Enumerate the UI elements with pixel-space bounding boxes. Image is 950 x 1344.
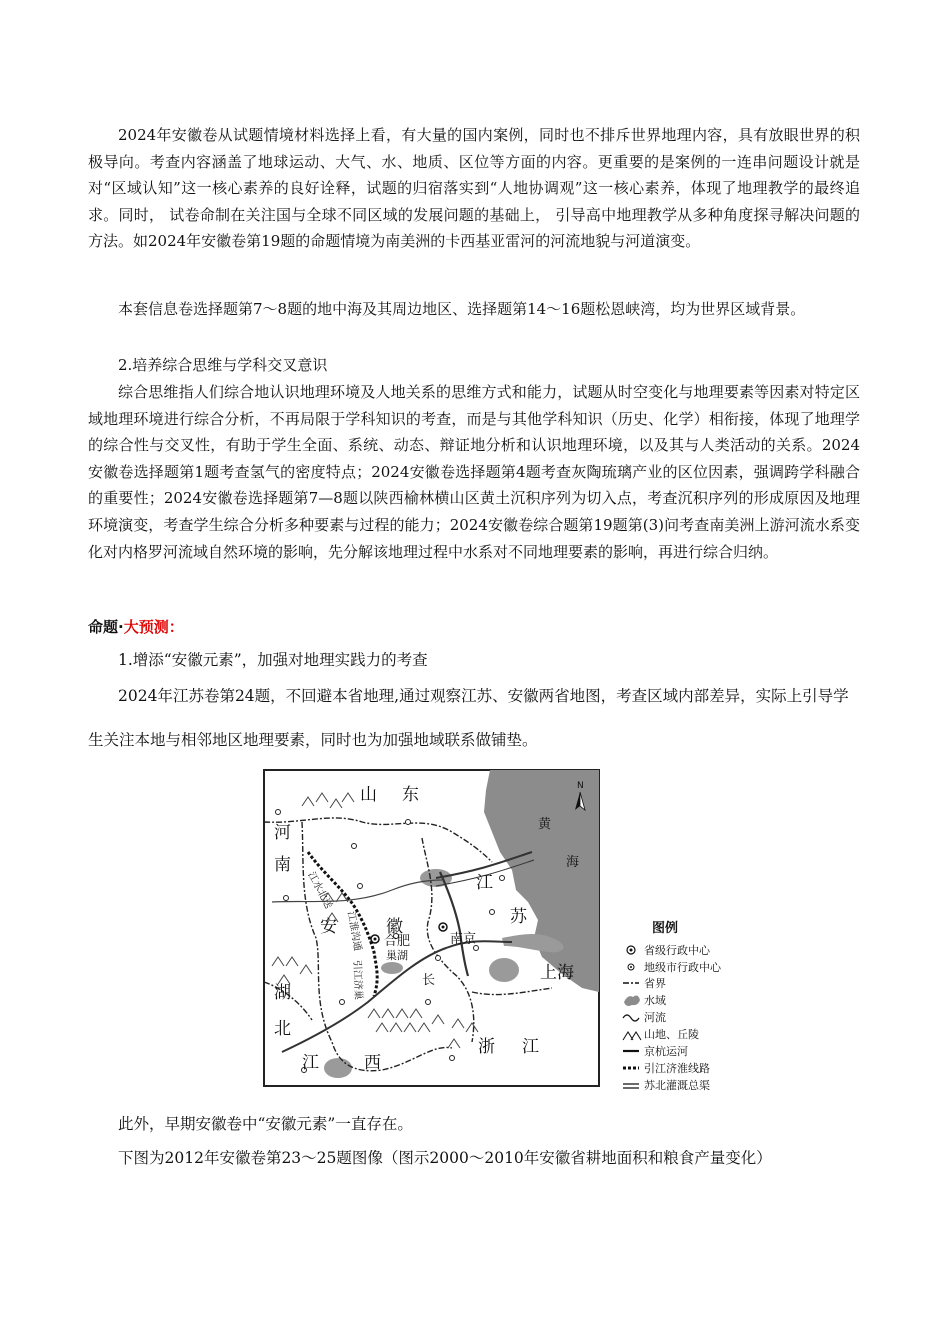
- chao-lake: [381, 962, 403, 974]
- legend-subei: 苏北灌溉总渠: [644, 1079, 710, 1092]
- label-shan: 山: [360, 785, 377, 805]
- tai-lake: [489, 958, 519, 982]
- nanjing-marker-dot: [442, 926, 445, 929]
- legend-river: 河流: [644, 1011, 666, 1024]
- label-shanghai: 上海: [540, 963, 574, 983]
- section-heading-prefix: 命题·: [88, 618, 124, 636]
- label-dong: 东: [402, 785, 419, 805]
- label-bei: 北: [274, 1019, 291, 1039]
- label-nanjing: 南京: [450, 932, 477, 947]
- paragraph-early-anhui: 此外，早期安徽卷中“安徽元素”一直存在。: [118, 1115, 413, 1133]
- legend-mountain-icon: [623, 1032, 641, 1040]
- label-he: 河: [274, 823, 291, 843]
- label-jiang-zhe-2: 江: [522, 1037, 539, 1057]
- legend-river-icon: [623, 1015, 639, 1021]
- legend-subei-icon: [623, 1084, 639, 1088]
- legend-prefecture: 地级市行政中心: [644, 961, 721, 974]
- label-hu: 湖: [274, 983, 291, 1003]
- legend-water-icon: [624, 996, 640, 1006]
- label-chaohu: 巢湖: [386, 949, 408, 962]
- label-jiang: 江: [476, 873, 493, 893]
- label-xi: 西: [364, 1053, 381, 1073]
- label-chang: 长: [422, 973, 436, 988]
- section-heading-highlight: 大预测：: [123, 618, 184, 636]
- label-sea-hai: 海: [566, 855, 580, 870]
- item-anhui-elements: 1.增添“安徽元素”，加强对地理实践力的考查: [118, 651, 428, 669]
- hefei-marker-dot: [374, 938, 377, 941]
- label-jiang-xi-1: 江: [302, 1053, 319, 1073]
- label-su: 苏: [510, 907, 527, 927]
- label-canal-jianghuai: 江淮沟通: [345, 910, 363, 952]
- label-nan: 南: [274, 855, 291, 875]
- map-legend: [623, 920, 722, 1092]
- legend-mountain: 山地、丘陵: [644, 1028, 699, 1041]
- label-sea-huang: 黄: [538, 817, 552, 832]
- poyang-lake: [324, 1058, 352, 1078]
- subheading-comprehensive-thinking: 2.培养综合思维与学科交叉意识: [118, 356, 328, 374]
- map-svg: [242, 752, 742, 1092]
- section-heading: [88, 616, 184, 637]
- paragraph-jiangsu-question: 2024年江苏卷第24题，不回避本省地理,通过观察江苏、安徽两省地图，考查区域内部差异，实际上引导学生关注本地与相邻地区地理要素，同时也为加强地域联系做铺垫。: [88, 687, 849, 749]
- legend-water: 水域: [644, 994, 666, 1007]
- paragraph-comprehensive-thinking: 综合思维指人们综合地认识地理环境及人地关系的思维方式和能力，试题从时空变化与地理要素等因素对特定区域地理环境进行综合分析，不再局限于学科知识的考查，而是与其他学科知识（历史、化学）相衔接，体现了地理学的综合性与交叉性，有助于学生全面、系统、动态、辩证地分析和认识地理环境，以及其与人类活动的关系。2024安徽卷选择题第1题考查氢气的密度特点；2024安徽卷选择题第4题考查灰陶琉璃产业的区位因素，强调跨学科融合的重要性；2024安徽卷选择题第7—8题以陕西榆林横山区黄土沉积序列为切入点，考查沉积序列的形成原因及地理环境演变，考查学生综合分析多种要素与过程的能力；2024安徽卷综合题第19题第(3)问考查南美洲上游河流水系变化对内格罗河流域自然环境的影响，先分解该地理过程中水系对不同地理要素的影响，再进行综合归纳。: [88, 383, 861, 561]
- paragraph-info-paper: 本套信息卷选择题第7～8题的地中海及其周边地区、选择题第14～16题松恩峡湾，均为世界区域背景。: [118, 300, 806, 318]
- north-label: N: [577, 781, 584, 791]
- label-an: 安: [320, 917, 337, 937]
- label-canal-yinjiang: 引江济巢: [351, 959, 364, 1001]
- paragraph-2024-anhui-overview: 2024年安徽卷从试题情境材料选择上看，有大量的国内案例，同时也不排斥世界地理内容，具有放眼世界的积极导向。考查内容涵盖了地球运动、大气、水、地质、区位等方面的内容。更重要的是案例的一连串问题设计就是对“区域认知”这一核心素养的良好诠释，试题的归宿落实到“人地协调观”这一核心素养，体现了地理教学的最终追求。同时， 试卷命制在关注国与全球不同区域的发展问题的基础上， 引导高中地理教学从多种角度探寻解决问题的方法。如2024年安徽卷第19题的命题情境为南美洲的卡西基亚雷河的河流地貌与河道演变。: [88, 126, 860, 251]
- label-canal-jiangshui: 江水北送: [305, 870, 334, 911]
- legend-border: 省界: [644, 977, 666, 990]
- legend-yinjiang: 引江济淮线路: [644, 1062, 710, 1075]
- legend-grand-canal: 京杭运河: [644, 1045, 688, 1058]
- label-zhe: 浙: [478, 1037, 495, 1057]
- label-hui: 徽: [386, 917, 403, 937]
- legend-title: 图例: [652, 921, 679, 936]
- label-hefei: 合肥: [384, 934, 411, 949]
- legend-provincial-center: 省级行政中心: [644, 944, 710, 957]
- jiangsu-anhui-map-figure: [242, 752, 742, 1092]
- paragraph-2012-figure-intro: 下图为2012年安徽卷第23～25题图像（图示2000～2010年安徽省耕地面积和粮食产量变化）: [118, 1149, 772, 1167]
